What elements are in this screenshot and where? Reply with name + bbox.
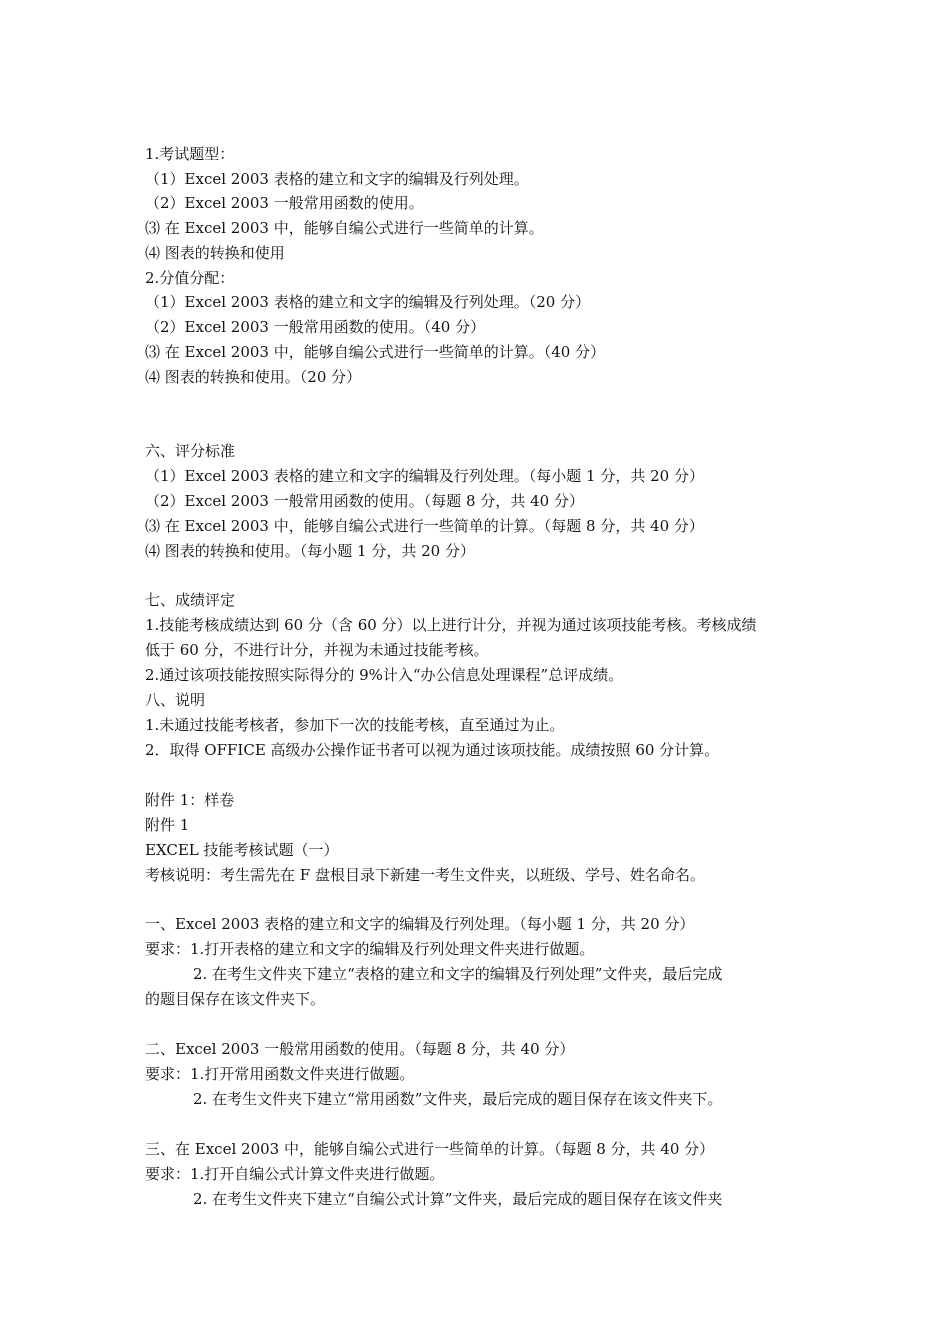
appendix-sample-label: 附件 1：样卷 xyxy=(145,791,235,809)
exam-type-item-2: （2）Excel 2003 一般常用函数的使用。 xyxy=(145,194,424,212)
exam-type-item-1: （1）Excel 2003 表格的建立和文字的编辑及行列处理。 xyxy=(145,170,529,188)
question-two-requirement-2: 2. 在考生文件夹下建立“常用函数”文件夹，最后完成的题目保存在该文件夹下。 xyxy=(193,1090,723,1108)
assessment-heading: 七、成绩评定 xyxy=(145,591,236,609)
score-item-3: ⑶ 在 Excel 2003 中，能够自编公式进行一些简单的计算。（40 分） xyxy=(145,343,606,361)
test-title: EXCEL 技能考核试题（一） xyxy=(145,841,339,859)
question-one-requirement-2: 2. 在考生文件夹下建立“表格的建立和文字的编辑及行列处理”文件夹，最后完成 xyxy=(193,965,723,983)
grading-item-1: （1）Excel 2003 表格的建立和文字的编辑及行列处理。（每小题 1 分，共 20 分） xyxy=(145,467,704,485)
notes-line-2: 2．取得 OFFICE 高级办公操作证书者可以视为通过该项技能。成绩按照 60 分计算。 xyxy=(145,741,720,759)
assessment-line-3: 2.通过该项技能按照实际得分的 9%计入“办公信息处理课程”总评成绩。 xyxy=(145,666,624,684)
question-one-requirement-2-cont: 的题目保存在该文件夹下。 xyxy=(145,990,326,1008)
question-one-heading: 一、Excel 2003 表格的建立和文字的编辑及行列处理。（每小题 1 分，共 20 分） xyxy=(145,915,695,933)
score-allocation-heading: 2.分值分配： xyxy=(145,269,235,287)
notes-line-1: 1.未通过技能考核者，参加下一次的技能考核，直至通过为止。 xyxy=(145,716,565,734)
assessment-line-2: 低于 60 分，不进行计分，并视为未通过技能考核。 xyxy=(145,641,489,659)
score-item-4: ⑷ 图表的转换和使用。（20 分） xyxy=(145,368,362,386)
exam-type-item-4: ⑷ 图表的转换和使用 xyxy=(145,244,285,262)
question-three-requirement-2: 2. 在考生文件夹下建立“自编公式计算”文件夹，最后完成的题目保存在该文件夹 xyxy=(193,1190,723,1208)
score-item-2: （2）Excel 2003 一般常用函数的使用。（40 分） xyxy=(145,318,486,336)
grading-standard-heading: 六、评分标准 xyxy=(145,442,236,460)
question-three-heading: 三、在 Excel 2003 中，能够自编公式进行一些简单的计算。（每题 8 分，共 40 分） xyxy=(145,1140,715,1158)
question-two-heading: 二、Excel 2003 一般常用函数的使用。（每题 8 分，共 40 分） xyxy=(145,1040,575,1058)
test-instructions: 考核说明：考生需先在 F 盘根目录下新建一考生文件夹，以班级、学号、姓名命名。 xyxy=(145,866,705,884)
grading-item-3: ⑶ 在 Excel 2003 中，能够自编公式进行一些简单的计算。（每题 8 分，共 40 分） xyxy=(145,517,704,535)
exam-type-item-3: ⑶ 在 Excel 2003 中，能够自编公式进行一些简单的计算。 xyxy=(145,219,544,237)
exam-types-heading: 1.考试题型： xyxy=(145,145,235,163)
question-one-requirement-1: 要求：1.打开表格的建立和文字的编辑及行列处理文件夹进行做题。 xyxy=(145,940,595,958)
appendix-label: 附件 1 xyxy=(145,816,190,834)
score-item-1: （1）Excel 2003 表格的建立和文字的编辑及行列处理。（20 分） xyxy=(145,293,591,311)
question-three-requirement-1: 要求：1.打开自编公式计算文件夹进行做题。 xyxy=(145,1165,445,1183)
grading-item-2: （2）Excel 2003 一般常用函数的使用。（每题 8 分，共 40 分） xyxy=(145,492,584,510)
question-two-requirement-1: 要求：1.打开常用函数文件夹进行做题。 xyxy=(145,1065,415,1083)
grading-item-4: ⑷ 图表的转换和使用。（每小题 1 分，共 20 分） xyxy=(145,542,475,560)
notes-heading: 八、说明 xyxy=(145,691,206,709)
assessment-line-1: 1.技能考核成绩达到 60 分（含 60 分）以上进行计分，并视为通过该项技能考核。考核成绩 xyxy=(145,616,757,634)
